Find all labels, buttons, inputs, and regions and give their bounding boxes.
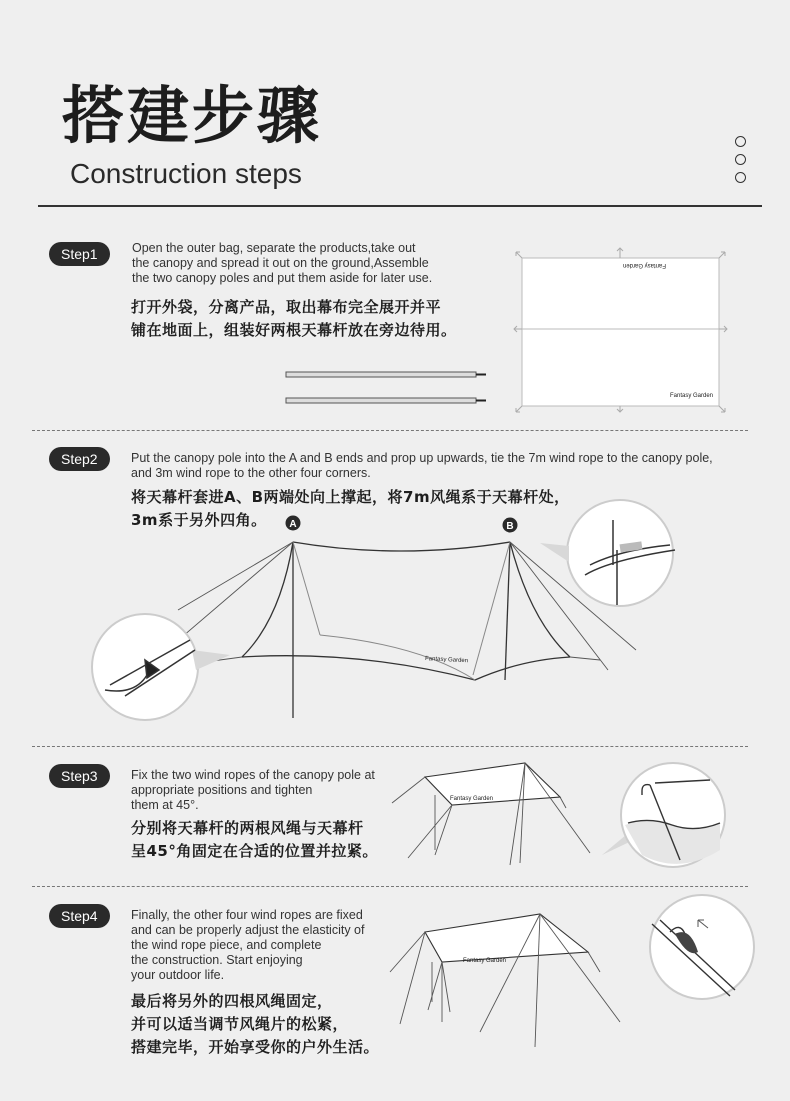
- step1-text-cn: 打开外袋，分离产品，取出幕布完全展开并平 铺在地面上，组装好两根天幕杆放在旁边待用。: [131, 298, 457, 339]
- step3-text-cn: 分别将天幕杆的两根风绳与天幕杆 呈45°角固定在合适的位置并拉紧。: [131, 819, 378, 860]
- section-divider: [32, 746, 748, 747]
- circle-dot-icon: [735, 136, 746, 147]
- step1-badge: Step1: [49, 242, 110, 266]
- step4-canopy-complete-illustration: [330, 892, 770, 1062]
- step2-text-en: Put the canopy pole into the A and B ends and prop up upwards, tie the 7m wind rope to the canopy pole, and 3m wind rope to the other four corners.: [131, 451, 713, 480]
- step2-badge: Step2: [49, 447, 110, 471]
- brand-label: Fantasy Garden: [463, 958, 507, 964]
- step3-text-en: Fix the two wind ropes of the canopy pole at appropriate positions and tighten them at 45°.: [131, 768, 375, 812]
- step4-badge: Step4: [49, 904, 110, 928]
- brand-label: Fantasy Garden: [670, 393, 714, 399]
- decorative-dots: [735, 136, 747, 190]
- circle-dot-icon: [735, 172, 746, 183]
- circle-dot-icon: [735, 154, 746, 165]
- brand-label: Fantasy Garden: [424, 656, 469, 665]
- brand-label: Fantasy Garden: [450, 796, 494, 802]
- pole-b-label: B: [506, 521, 514, 532]
- step4-text-en: Finally, the other four wind ropes are fixed and can be properly adjust the elasticity of the wind rope piece, and complete the construction. Start enjoying your outdoor life.: [131, 908, 365, 982]
- header-divider: [38, 205, 762, 207]
- step3-canopy-illustration: [380, 755, 750, 890]
- step4-text-cn: 最后将另外的四根风绳固定， 并可以适当调节风绳片的松紧， 搭建完毕，开始享受你的户外生活。: [131, 992, 380, 1056]
- step1-canopy-flat-illustration: [512, 244, 732, 414]
- step1-text-en: Open the outer bag, separate the products,take out the canopy and spread it out on the ground,Assemble the two canopy poles and put them aside for later use.: [132, 241, 433, 285]
- page-title-en: Construction steps: [70, 158, 302, 189]
- brand-label-flipped: Fantasy Garden: [622, 262, 666, 268]
- step3-badge: Step3: [49, 764, 110, 788]
- section-divider: [32, 430, 748, 431]
- section-divider: [32, 886, 748, 887]
- pole-a-label: A: [289, 519, 297, 530]
- step2-text-cn: 将天幕杆套进A、B两端处向上撑起，将7m风绳系于天幕杆处， 3m系于另外四角。: [131, 488, 570, 529]
- step1-poles-illustration: [280, 368, 490, 408]
- step2-canopy-raised-illustration: [0, 510, 790, 730]
- page-title-cn: 搭建步骤: [62, 79, 323, 152]
